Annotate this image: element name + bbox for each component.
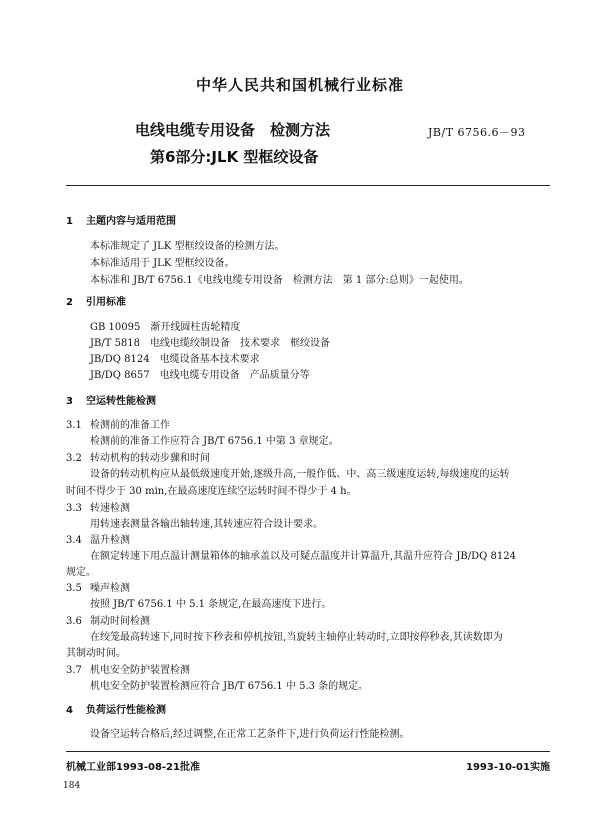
subsection-title: 检测前的准备工作 [90, 420, 170, 431]
reference-title: 电缆设备基本技术要求 [159, 354, 260, 365]
paragraph-line: 检测前的准备工作应符合 JB/T 6756.1 中第 3 章规定。 [90, 436, 339, 447]
subsection-number: 3.4 [66, 535, 82, 546]
section-number: 3 [66, 396, 73, 407]
reference-code: JB/DQ 8124 [90, 354, 150, 365]
ministry-heading: 中华人民共和国机械行业标准 [195, 76, 404, 94]
section-number: 2 [66, 297, 73, 308]
paragraph-line: 时间不得少于 30 min,在最高速度连续空运转时间不得少于 4 h。 [66, 486, 357, 497]
paragraph-line: 按照 JB/T 6756.1 中 5.1 条规定,在最高速度下进行。 [90, 599, 332, 610]
section-3-heading [66, 392, 156, 407]
approval-date: 机械工业部1993-08-21批准 [66, 762, 200, 773]
paragraph-line: 设备的转动机构应从最低级速度开始,逐级升高,一般作低、中、高三级速度运转,每级速度的运转 [90, 469, 510, 480]
reference-title: 渐开线圆柱齿轮精度 [150, 322, 241, 333]
section-title: 主题内容与适用范围 [86, 216, 176, 227]
paragraph-line: 用转速表测量各输出轴转速,其转速应符合设计要求。 [90, 519, 324, 530]
section-title: 引用标准 [86, 297, 126, 308]
subsection-number: 3.6 [66, 616, 82, 627]
paragraph-line: 其制动时间。 [66, 648, 126, 659]
reference-item [90, 366, 330, 382]
section-number: 1 [66, 216, 73, 227]
paragraph-line: 本标准和 JB/T 6756.1《电线电缆专用设备 检测方法 第 1 部分:总则》一起使用。 [90, 275, 469, 286]
section-title: 负荷运行性能检测 [86, 705, 166, 716]
subsection-3-3-heading [66, 499, 130, 514]
subsection-title: 机电安全防护装置检测 [90, 665, 190, 676]
reference-item [90, 318, 330, 334]
reference-list [90, 318, 330, 382]
subsection-3-7-heading [66, 661, 190, 676]
paragraph-line: 设备空运转合格后,经过调整,在正常工艺条件下,进行负荷运行性能检测。 [90, 729, 410, 740]
subsection-3-5-heading [66, 579, 130, 594]
document-title: 电线电缆专用设备 检测方法 [135, 121, 331, 139]
reference-code: JB/DQ 8657 [90, 370, 150, 381]
paragraph-line: 本标准规定了 JLK 型框绞设备的检测方法。 [90, 241, 285, 252]
standard-number: JB/T 6756.6－93 [428, 126, 526, 139]
header-divider [66, 185, 550, 186]
section-4-heading [66, 701, 166, 716]
subsection-number: 3.2 [66, 453, 82, 464]
section-1-heading [66, 212, 176, 227]
subsection-3-1-heading [66, 416, 170, 431]
implementation-date: 1993-10-01实施 [466, 762, 550, 773]
subsection-3-6-heading [66, 612, 150, 627]
subsection-number: 3.3 [66, 503, 82, 514]
reference-item [90, 334, 330, 350]
reference-code: JB/T 5818 [90, 338, 141, 349]
page-number: 184 [63, 781, 81, 791]
footer-divider [66, 751, 550, 752]
subsection-title: 噪声检测 [90, 583, 130, 594]
subsection-3-4-heading [66, 531, 130, 546]
paragraph-line: 规定。 [66, 567, 96, 578]
subsection-number: 3.1 [66, 420, 82, 431]
subsection-title: 制动时间检测 [90, 616, 150, 627]
reference-title: 电线电缆绞制设备 技术要求 框绞设备 [150, 338, 331, 349]
section-number: 4 [66, 705, 73, 716]
document-subtitle: 第6部分:JLK 型框绞设备 [150, 148, 319, 166]
reference-title: 电线电缆专用设备 产品质量分等 [159, 370, 310, 381]
reference-code: GB 10095 [90, 322, 141, 333]
reference-item [90, 350, 330, 366]
paragraph-line: 在绞笼最高转速下,同时按下秒表和停机按钮,当旋转主轴停止转动时,立即按停秒表,其读数即为 [90, 632, 503, 643]
subsection-title: 转动机构的转动步骤和时间 [90, 453, 210, 464]
section-2-heading [66, 293, 126, 308]
subsection-number: 3.7 [66, 665, 82, 676]
subsection-number: 3.5 [66, 583, 82, 594]
paragraph-line: 本标准适用于 JLK 型框绞设备。 [90, 258, 235, 269]
paragraph-line: 机电安全防护装置检测应符合 JB/T 6756.1 中 5.3 条的规定。 [90, 681, 369, 692]
section-title: 空运转性能检测 [86, 396, 156, 407]
subsection-title: 转速检测 [90, 503, 130, 514]
paragraph-line: 在额定转速下用点温计测量箱体的轴承盖以及可疑点温度并计算温升,其温升应符合 JB/DQ 8124 [90, 551, 516, 562]
subsection-3-2-heading [66, 449, 210, 464]
subsection-title: 温升检测 [90, 535, 130, 546]
